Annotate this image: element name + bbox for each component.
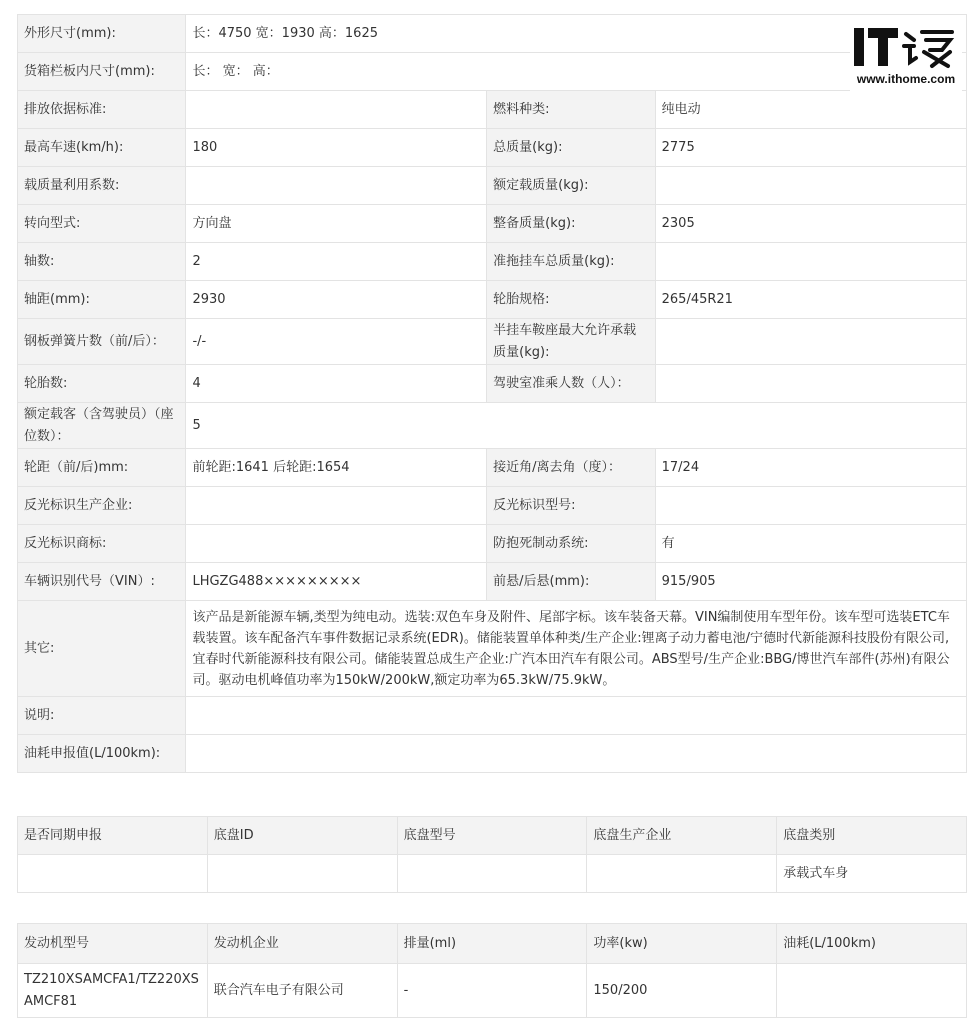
field-value: 前轮距:1641 后轮距:1654: [186, 449, 487, 487]
field-label: 其它:: [18, 601, 186, 697]
field-label: 反光标识型号:: [487, 487, 655, 525]
field-value: 有: [655, 525, 966, 563]
column-header: 底盘生产企业: [587, 817, 777, 855]
field-label: 车辆识别代号（VIN）:: [18, 563, 186, 601]
field-label: 货箱栏板内尺寸(mm):: [18, 53, 186, 91]
table-cell: TZ210XSAMCFA1/TZ220XSAMCF81: [18, 964, 208, 1018]
table-cell: 150/200: [587, 964, 777, 1018]
field-value: 2305: [655, 205, 966, 243]
field-label: 驾驶室准乘人数（人）：: [487, 365, 655, 403]
field-label: 排放依据标准:: [18, 91, 186, 129]
field-value: 915/905: [655, 563, 966, 601]
field-label: 轮胎数:: [18, 365, 186, 403]
column-header: 是否同期申报: [18, 817, 208, 855]
field-label: 燃料种类:: [487, 91, 655, 129]
field-label: 半挂车鞍座最大允许承载质量(kg):: [487, 319, 655, 365]
table-row: [18, 563, 967, 601]
field-label: 反光标识商标:: [18, 525, 186, 563]
field-label: 额定载客（含驾驶员）（座位数）：: [18, 403, 186, 449]
field-value: 180: [186, 129, 487, 167]
field-label: 反光标识生产企业:: [18, 487, 186, 525]
table-row: [18, 449, 967, 487]
engine-table: [17, 923, 967, 1018]
table-row: [18, 319, 967, 365]
field-label: 轴距(mm):: [18, 281, 186, 319]
table-cell: 承载式车身: [777, 855, 967, 893]
field-label: 额定载质量(kg):: [487, 167, 655, 205]
field-value: [186, 525, 487, 563]
table-header-row: [18, 924, 967, 964]
field-value: [655, 365, 966, 403]
column-header: 油耗(L/100km): [777, 924, 967, 964]
field-label: 最高车速(km/h):: [18, 129, 186, 167]
table-row: [18, 601, 967, 697]
table-row: [18, 205, 967, 243]
table-cell: -: [397, 964, 587, 1018]
ithome-watermark: [850, 22, 962, 92]
field-value: 2775: [655, 129, 966, 167]
spec-table: [17, 14, 967, 773]
column-header: 底盘类别: [777, 817, 967, 855]
table-row: [18, 403, 967, 449]
field-value: [186, 697, 967, 735]
field-label: 前悬/后悬(mm):: [487, 563, 655, 601]
table-header-row: [18, 817, 967, 855]
field-label: 总质量(kg):: [487, 129, 655, 167]
field-value: 方向盘: [186, 205, 487, 243]
table-row: [18, 15, 967, 53]
field-label: 钢板弹簧片数（前/后）：: [18, 319, 186, 365]
field-value: [186, 167, 487, 205]
field-value: -/-: [186, 319, 487, 365]
table-row: [18, 525, 967, 563]
table-row: [18, 697, 967, 735]
column-header: 功率(kw): [587, 924, 777, 964]
field-label: 轮胎规格:: [487, 281, 655, 319]
field-label: 整备质量(kg):: [487, 205, 655, 243]
field-value: [186, 487, 487, 525]
field-value: 2930: [186, 281, 487, 319]
field-value: [655, 243, 966, 281]
field-label: 载质量利用系数:: [18, 167, 186, 205]
field-value: [186, 735, 967, 773]
field-label: 接近角/离去角（度）：: [487, 449, 655, 487]
field-value: [655, 167, 966, 205]
column-header: 发动机企业: [207, 924, 397, 964]
field-value: 纯电动: [655, 91, 966, 129]
table-row: [18, 167, 967, 205]
table-cell: 联合汽车电子有限公司: [207, 964, 397, 1018]
column-header: 发动机型号: [18, 924, 208, 964]
table-row: [18, 964, 967, 1018]
table-cell: [587, 855, 777, 893]
field-label: 转向型式:: [18, 205, 186, 243]
column-header: 底盘型号: [397, 817, 587, 855]
field-value: [186, 91, 487, 129]
field-value: [655, 487, 966, 525]
table-row: [18, 487, 967, 525]
field-value: 4: [186, 365, 487, 403]
field-label: 轴数:: [18, 243, 186, 281]
table-row: [18, 91, 967, 129]
notes-text: 该产品是新能源车辆,类型为纯电动。选装:双色车身及附件、尾部字标。该车装备天幕。VIN编制使用车型年份。该车型可选装ETC车载装置。该车配备汽车事件数据记录系统(EDR)。储能装置单体种类/生产企业:锂离子动力蓄电池/宁德时代新能源科技股份有限公司,宜春时代新能源科技有限公司。储能装置总成生产企业:广汽本田汽车有限公司。ABS型号/生产企业:BBG/博世汽车部件(苏州)有限公司。驱动电机峰值功率为150kW/200kW,额定功率为65.3kW/75.9kW。: [186, 601, 967, 697]
table-row: [18, 365, 967, 403]
field-label: 油耗申报值(L/100km):: [18, 735, 186, 773]
field-label: 说明:: [18, 697, 186, 735]
field-value: 2: [186, 243, 487, 281]
table-row: [18, 855, 967, 893]
table-row: [18, 735, 967, 773]
table-row: [18, 243, 967, 281]
field-value: 长：4750 宽：1930 高：1625: [186, 15, 967, 53]
table-row: [18, 53, 967, 91]
field-label: 准拖挂车总质量(kg):: [487, 243, 655, 281]
ithome-logo-icon: [852, 22, 962, 72]
field-value: [655, 319, 966, 365]
watermark-url: www.ithome.com: [856, 72, 956, 86]
table-cell: [777, 964, 967, 1018]
table-cell: [207, 855, 397, 893]
field-value: 265/45R21: [655, 281, 966, 319]
table-row: [18, 281, 967, 319]
field-value: 长： 宽： 高：: [186, 53, 967, 91]
field-value: 5: [186, 403, 967, 449]
column-header: 底盘ID: [207, 817, 397, 855]
table-cell: [397, 855, 587, 893]
field-value: LHGZG488×××××××××: [186, 563, 487, 601]
chassis-table: [17, 816, 967, 893]
table-cell: [18, 855, 208, 893]
field-label: 外形尺寸(mm):: [18, 15, 186, 53]
table-row: [18, 129, 967, 167]
column-header: 排量(ml): [397, 924, 587, 964]
field-value: 17/24: [655, 449, 966, 487]
field-label: 防抱死制动系统:: [487, 525, 655, 563]
field-label: 轮距（前/后)mm:: [18, 449, 186, 487]
